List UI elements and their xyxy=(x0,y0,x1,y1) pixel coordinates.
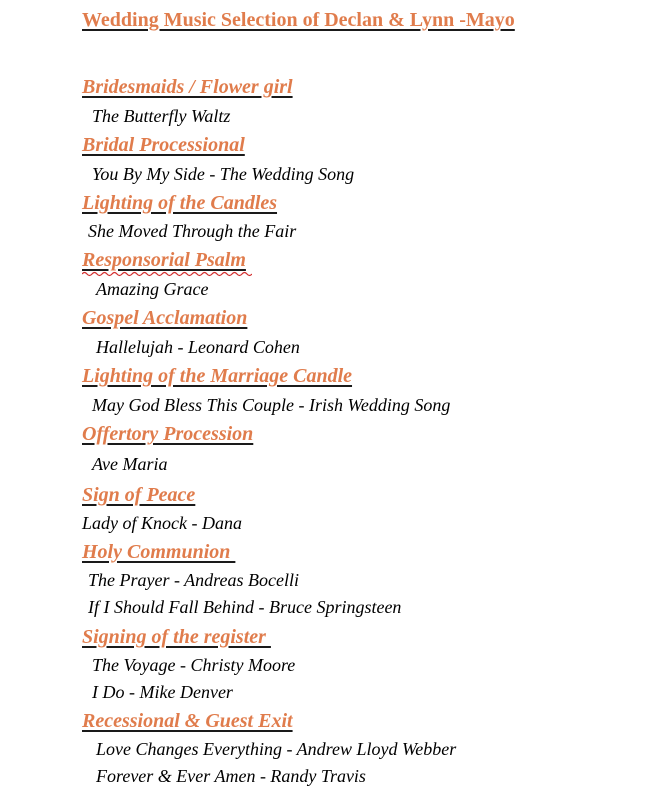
song-item: Ave Maria xyxy=(92,454,168,474)
section-heading-holy-communion: Holy Communion xyxy=(82,541,236,563)
song-item: Love Changes Everything - Andrew Lloyd Webber xyxy=(96,739,457,759)
section-heading-bridesmaids: Bridesmaids / Flower girl xyxy=(82,76,293,98)
section-heading-recessional: Recessional & Guest Exit xyxy=(82,710,293,732)
section-heading-signing-register: Signing of the register xyxy=(82,626,271,648)
section-heading-responsorial-psalm: Responsorial Psalm xyxy=(82,249,246,271)
song-item: I Do - Mike Denver xyxy=(92,682,233,702)
song-item: Forever & Ever Amen - Randy Travis xyxy=(96,766,366,786)
section-heading-marriage-candle: Lighting of the Marriage Candle xyxy=(82,365,353,387)
song-item: Lady of Knock - Dana xyxy=(82,513,242,533)
section-heading-sign-of-peace: Sign of Peace xyxy=(82,484,196,506)
song-item: Amazing Grace xyxy=(96,279,209,299)
section-heading-offertory-procession: Offertory Procession xyxy=(82,423,254,445)
section-heading-bridal-processional: Bridal Processional xyxy=(82,134,245,156)
section-heading-gospel-acclamation: Gospel Acclamation xyxy=(82,307,248,329)
document-title: Wedding Music Selection of Declan & Lynn -Mayo xyxy=(82,9,515,31)
song-item: She Moved Through the Fair xyxy=(88,221,297,241)
song-item: The Butterfly Waltz xyxy=(92,106,231,126)
section-heading-lighting-candles: Lighting of the Candles xyxy=(82,192,278,214)
song-item: The Voyage - Christy Moore xyxy=(92,655,296,675)
song-item: You By My Side - The Wedding Song xyxy=(92,164,355,184)
spellcheck-underline xyxy=(82,271,252,277)
song-item: The Prayer - Andreas Bocelli xyxy=(88,570,299,590)
song-item: May God Bless This Couple - Irish Wedding Song xyxy=(92,395,451,415)
song-item: Hallelujah - Leonard Cohen xyxy=(96,337,300,357)
song-item: If I Should Fall Behind - Bruce Springsteen xyxy=(88,597,402,617)
